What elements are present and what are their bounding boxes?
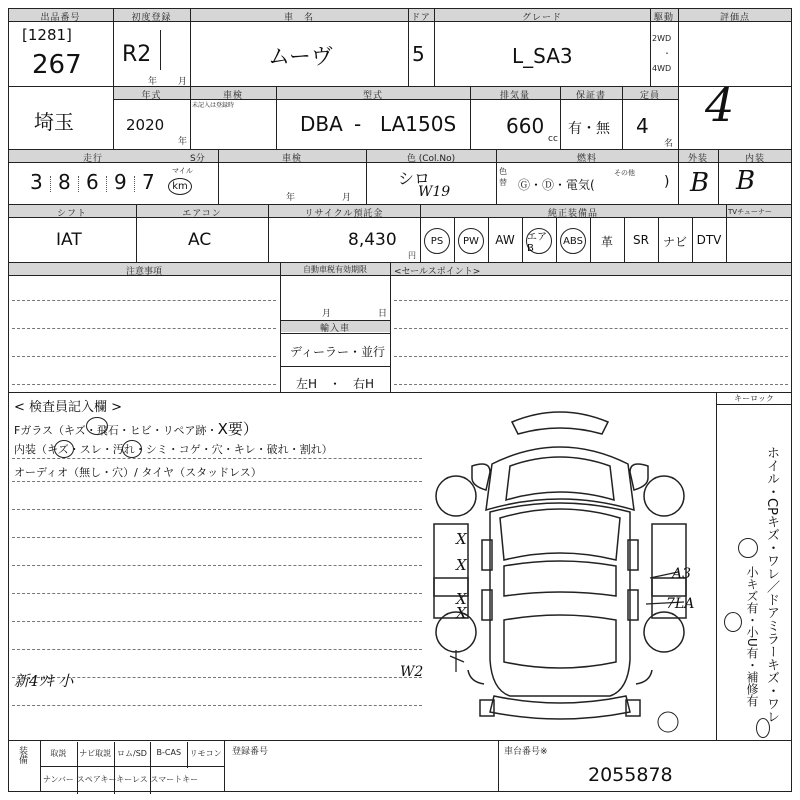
eval-label: 評価点 [719, 13, 750, 23]
lot-label: 出品番号 [40, 13, 81, 23]
region: 埼玉 [34, 110, 74, 134]
equip-label: 取説 [50, 749, 67, 758]
key-lock-label: キーロック [734, 394, 774, 403]
import-type: ディーラー・並行 [290, 345, 386, 359]
caution-label: 注意事項 [125, 267, 162, 277]
audio-tire-line: オーディオ（無し・穴）/ タイヤ（スタッドレス） [14, 466, 262, 479]
model-prefix: DBA [300, 112, 343, 136]
equipment-item: PW [458, 228, 484, 254]
equip-label: スペアキー [76, 775, 117, 784]
handle-side: 左H ・ 右H [296, 377, 375, 391]
equip-label: スマートキー [150, 775, 199, 784]
mileage-digit: 8 [58, 170, 71, 194]
damage-note: 小キズ有・小U有・補修有 [745, 566, 759, 707]
air-con: AC [188, 230, 212, 250]
color: シロ [398, 169, 431, 188]
drive-2wd: 2WD [652, 34, 672, 43]
reg-number-label: 登録番号 [232, 747, 269, 757]
model-code: LA150S [380, 112, 457, 136]
damage-mark-x4: X [456, 604, 467, 622]
damage-mark-7la: 7LA [666, 596, 695, 612]
fuel: Ⓖ・Ⓓ・電気( [518, 178, 595, 192]
equip-label: ロム/SD [117, 749, 147, 758]
equipment-item: DTV [696, 233, 722, 247]
grade-label: グレード [521, 13, 562, 23]
interior-grade: B [736, 166, 756, 196]
equip-label: ナビ取説 [79, 749, 112, 758]
chassis-number: 2055878 [588, 764, 673, 786]
seats: 4 [636, 114, 649, 138]
tax-expiry-label: 自動車税有効期限 [303, 265, 367, 274]
damage-mark-x2: X [456, 556, 467, 574]
damage-mark-a3: A3 [672, 566, 692, 582]
damage-mark-x1: X [456, 530, 467, 548]
mileage-digit: 9 [114, 170, 127, 194]
lot-number: 267 [32, 50, 82, 80]
mileage-digit: 3 [30, 170, 43, 194]
car-name-label: 車 名 [283, 13, 314, 23]
equipment-item: ABS [560, 228, 586, 254]
equipment-item: エアB [526, 228, 552, 254]
lot-sub-number: [1281] [22, 26, 72, 44]
mileage-digit: 6 [86, 170, 99, 194]
doors-label: ドア [411, 13, 431, 23]
equipment-item: SR [633, 233, 649, 247]
interior-line: 内装（キズ・スレ・汚れ・シミ・コゲ・穴・キレ・破れ・割れ） [14, 443, 333, 456]
grade: L_SA3 [512, 44, 573, 68]
equip-side-label: 装備 [17, 746, 27, 764]
equipment-item: PS [424, 228, 450, 254]
handwritten-note: 新4ﾂｷ 小 [14, 672, 74, 690]
equip-label: ナンバー [42, 775, 74, 784]
chassis-label: 車台番号※ [504, 747, 548, 757]
sales-point-label: <セールスポイント> [394, 267, 481, 277]
equip-label: B-CAS [156, 748, 182, 757]
equip-label: キーレス [116, 775, 148, 784]
auction-sheet: 出品番号 初度登録 車 名 ドア グレード 駆動 評価点 [1281] 267 R2 年 月 ムーヴ 5 L_SA3 2WD ・ 4WD 4 埼玉 年式 2020 年 車検 未記入は登録時 型式 DBA - LA150S 排気量 660 cc 保証書 有・無 定員 4 名 走行 S分 3 8 6 9 7 マイル km 車検 年 月 色 (Col.No) シロ W19 色替 燃料 Ⓖ・Ⓓ・電気( その他 ) 外装 B 内装 B シフト IAT エアコン AC リサイクル預託金 8,430 円 純正装備品 TVチューナー PS PW AW エアB ABS 革 SR ナビ DTV 注意事項 自動車税有効期限 月 日 輸入車 ディーラー・並行 左H ・ 右H <セールスポイント> < 検査員記入欄 > Fガラス（キズ・飛石・ヒビ・リペア跡・X要） 内装（キズ・スレ・汚れ・シミ・コゲ・穴・キレ・破れ・割れ） オーディオ（無し・穴）/ タイヤ（スタッドレス） 新4ﾂｷ 小 キーロック ホイル・CPキズ・ワレ／ドアミラーキズ・ワレ 小キズ有・小U有・補修有 X X X X A3 7LA W2 装備 取説 ナビ取説 ロム/SD B-CAS リモコン ナンバー スペアキー キーレス スマートキー 登録番号 車台番号※ 2055878 [0, 0, 800, 800]
first-reg-label: 初度登録 [131, 13, 172, 23]
exterior-grade: B [690, 168, 710, 198]
warranty: 有・無 [568, 121, 610, 137]
model-year: 2020 [126, 116, 165, 134]
inspector-title: < 検査員記入欄 > [14, 400, 123, 415]
drive-4wd: 4WD [652, 64, 672, 73]
equipment-item: AW [495, 233, 515, 247]
evaluation-score: 4 [705, 78, 735, 132]
damage-mark-x3: X [456, 590, 467, 608]
equipment-item: ナビ [662, 235, 687, 249]
equip-label: リモコン [189, 749, 222, 758]
equipment-item: 革 [600, 235, 613, 249]
windshield-line: Fガラス（キズ・飛石・ヒビ・リペア跡・X要） [14, 420, 258, 438]
color-code: W19 [418, 184, 451, 200]
first-reg-era: R2 [122, 42, 152, 67]
car-name: ムーヴ [268, 45, 333, 70]
mileage-unit-km: km [168, 178, 192, 195]
shift: IAT [56, 230, 82, 250]
damage-mark-w2: W2 [400, 664, 424, 680]
drive-label: 駆動 [653, 13, 674, 23]
displacement: 660 [506, 114, 545, 138]
recycle-fee: 8,430 [348, 230, 397, 250]
wheel-mirror-note: ホイル・CPキズ・ワレ／ドアミラーキズ・ワレ [764, 446, 779, 723]
doors: 5 [412, 42, 425, 66]
mileage-digit: 7 [142, 170, 155, 194]
